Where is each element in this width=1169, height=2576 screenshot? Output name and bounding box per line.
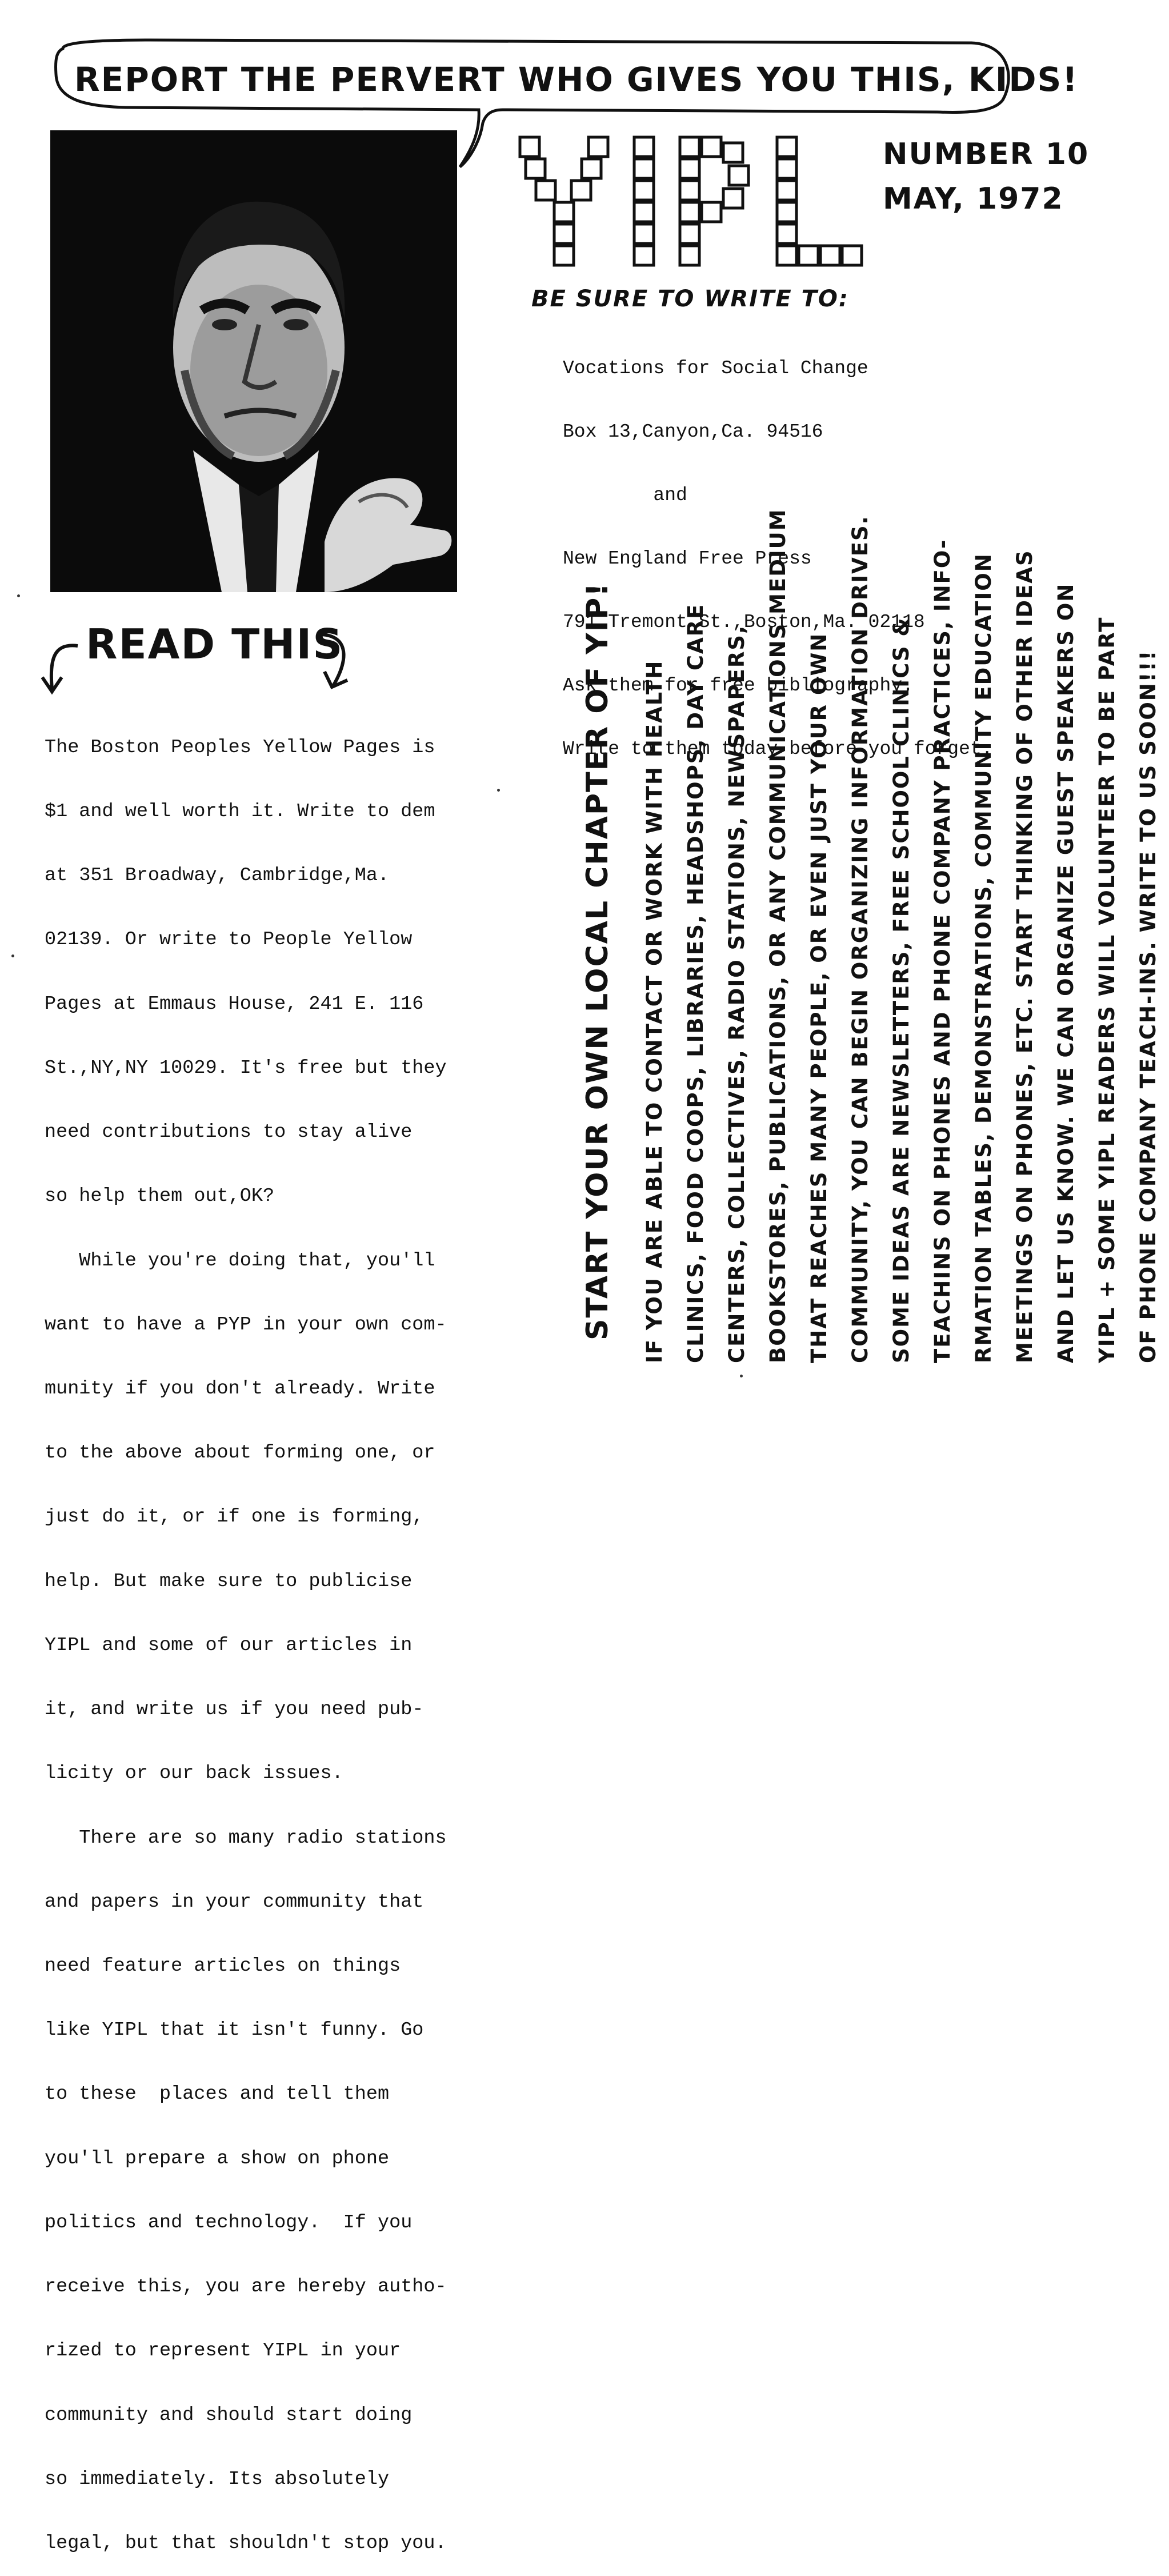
- chapter-line: RMATION TABLES, DEMONSTRATIONS, COMMUNITY EDUCATION: [971, 553, 996, 1363]
- write-to-line: Write to them today before you forget.: [563, 738, 993, 760]
- chapter-block-rotated: [577, 472, 1169, 1363]
- speck: [497, 789, 500, 792]
- write-to-heading: BE SURE TO WRITE TO:: [531, 286, 849, 312]
- body-line: rized to represent YIPL in your: [45, 2340, 401, 2362]
- body-line: legal, but that shouldn't stop you.: [45, 2532, 447, 2554]
- body-line: need contributions to stay alive: [45, 1121, 413, 1144]
- body-line: to the above about forming one, or: [45, 1442, 435, 1464]
- body-line: 02139. Or write to People Yellow: [45, 929, 413, 951]
- body-line: need feature articles on things: [45, 1955, 401, 1977]
- speck: [740, 1375, 743, 1377]
- body-line: so immediately. Its absolutely: [45, 2468, 390, 2490]
- chapter-line: CENTERS, COLLECTIVES, RADIO STATIONS, NEWSPAPERS,: [724, 624, 749, 1363]
- body-line: so help them out,OK?: [45, 1185, 275, 1208]
- body-line: licity or our back issues.: [45, 1763, 343, 1785]
- write-to-line: New England Free Press: [563, 548, 812, 569]
- body-line: want to have a PYP in your own com-: [45, 1313, 447, 1336]
- issue-number: NUMBER 10: [883, 137, 1090, 171]
- chapter-line: YIPL + SOME YIPL READERS WILL VOLUNTEER TO BE PART: [1095, 616, 1119, 1363]
- body-line: help. But make sure to publicise: [45, 1570, 413, 1592]
- body-line: you'll prepare a show on phone: [45, 2147, 390, 2170]
- curved-arrow-right-icon: [313, 623, 359, 697]
- write-to-line: 791 Tremont St.,Boston,Ma. 02118: [563, 612, 925, 633]
- chapter-title: START YOUR OWN LOCAL CHAPTER OF YIP!: [581, 582, 615, 1340]
- body-line: politics and technology. If you: [45, 2211, 413, 2234]
- body-line: St.,NY,NY 10029. It's free but they: [45, 1057, 447, 1079]
- speech-bubble-text: REPORT THE PERVERT WHO GIVES YOU THIS, KIDS!: [74, 60, 1079, 99]
- body-line: community and should start doing: [45, 2404, 413, 2426]
- chapter-line: AND LET US KNOW. WE CAN ORGANIZE GUEST SPEAKERS ON: [1054, 582, 1078, 1363]
- read-this-heading: READ THIS: [86, 620, 344, 668]
- issue-date: MAY, 1972: [883, 182, 1064, 216]
- chapter-line: BOOKSTORES, PUBLICATIONS, OR ANY COMMUNICATIONS MEDIUM: [766, 508, 790, 1363]
- body-line: munity if you don't already. Write: [45, 1378, 435, 1400]
- speck: [17, 594, 20, 597]
- yipl-masthead-logo: [520, 131, 874, 269]
- chapter-line: IF YOU ARE ABLE TO CONTACT OR WORK WITH HEALTH: [642, 660, 667, 1363]
- chapter-line: COMMUNITY, YOU CAN BEGIN ORGANIZING INFORMATION DRIVES.: [848, 515, 872, 1363]
- curved-arrow-left-icon: [38, 634, 83, 697]
- body-line: at 351 Broadway, Cambridge,Ma.: [45, 865, 390, 887]
- body-line: While you're doing that, you'll: [45, 1249, 435, 1272]
- chapter-line: THAT REACHES MANY PEOPLE, OR EVEN JUST YOUR OWN: [807, 632, 831, 1363]
- chapter-line: OF PHONE COMPANY TEACH-INS. WRITE TO US SOON!!!: [1136, 649, 1160, 1363]
- body-line: receive this, you are hereby autho-: [45, 2276, 447, 2298]
- body-line: and papers in your community that: [45, 1891, 424, 1913]
- write-to-line: and: [563, 485, 687, 506]
- photo-man-pointing: [50, 130, 457, 592]
- body-line: it, and write us if you need pub-: [45, 1699, 424, 1721]
- chapter-line: TEACHINS ON PHONES AND PHONE COMPANY PRACTICES, INFO-: [930, 538, 955, 1363]
- write-to-line: Box 13,Canyon,Ca. 94516: [563, 421, 823, 442]
- body-line: $1 and well worth it. Write to dem: [45, 801, 435, 823]
- chapter-line: SOME IDEAS ARE NEWSLETTERS, FREE SCHOOL CLINICS &: [889, 617, 914, 1363]
- speck: [11, 954, 14, 957]
- body-line: There are so many radio stations: [45, 1827, 447, 1849]
- body-line: Pages at Emmaus House, 241 E. 116: [45, 993, 424, 1015]
- body-line: just do it, or if one is forming,: [45, 1506, 424, 1528]
- write-to-line: Vocations for Social Change: [563, 358, 868, 379]
- body-line: like YIPL that it isn't funny. Go: [45, 2019, 424, 2042]
- body-line: to these places and tell them: [45, 2083, 390, 2106]
- write-to-line: Ask them for free bibliography.: [563, 675, 914, 696]
- chapter-line: MEETINGS ON PHONES, ETC. START THINKING OF OTHER IDEAS: [1012, 549, 1037, 1363]
- body-line: The Boston Peoples Yellow Pages is: [45, 736, 435, 758]
- read-this-body: [45, 694, 447, 2576]
- body-line: YIPL and some of our articles in: [45, 1634, 413, 1656]
- chapter-line: CLINICS, FOOD COOPS, LIBRARIES, HEADSHOPS, DAY CARE: [683, 603, 708, 1363]
